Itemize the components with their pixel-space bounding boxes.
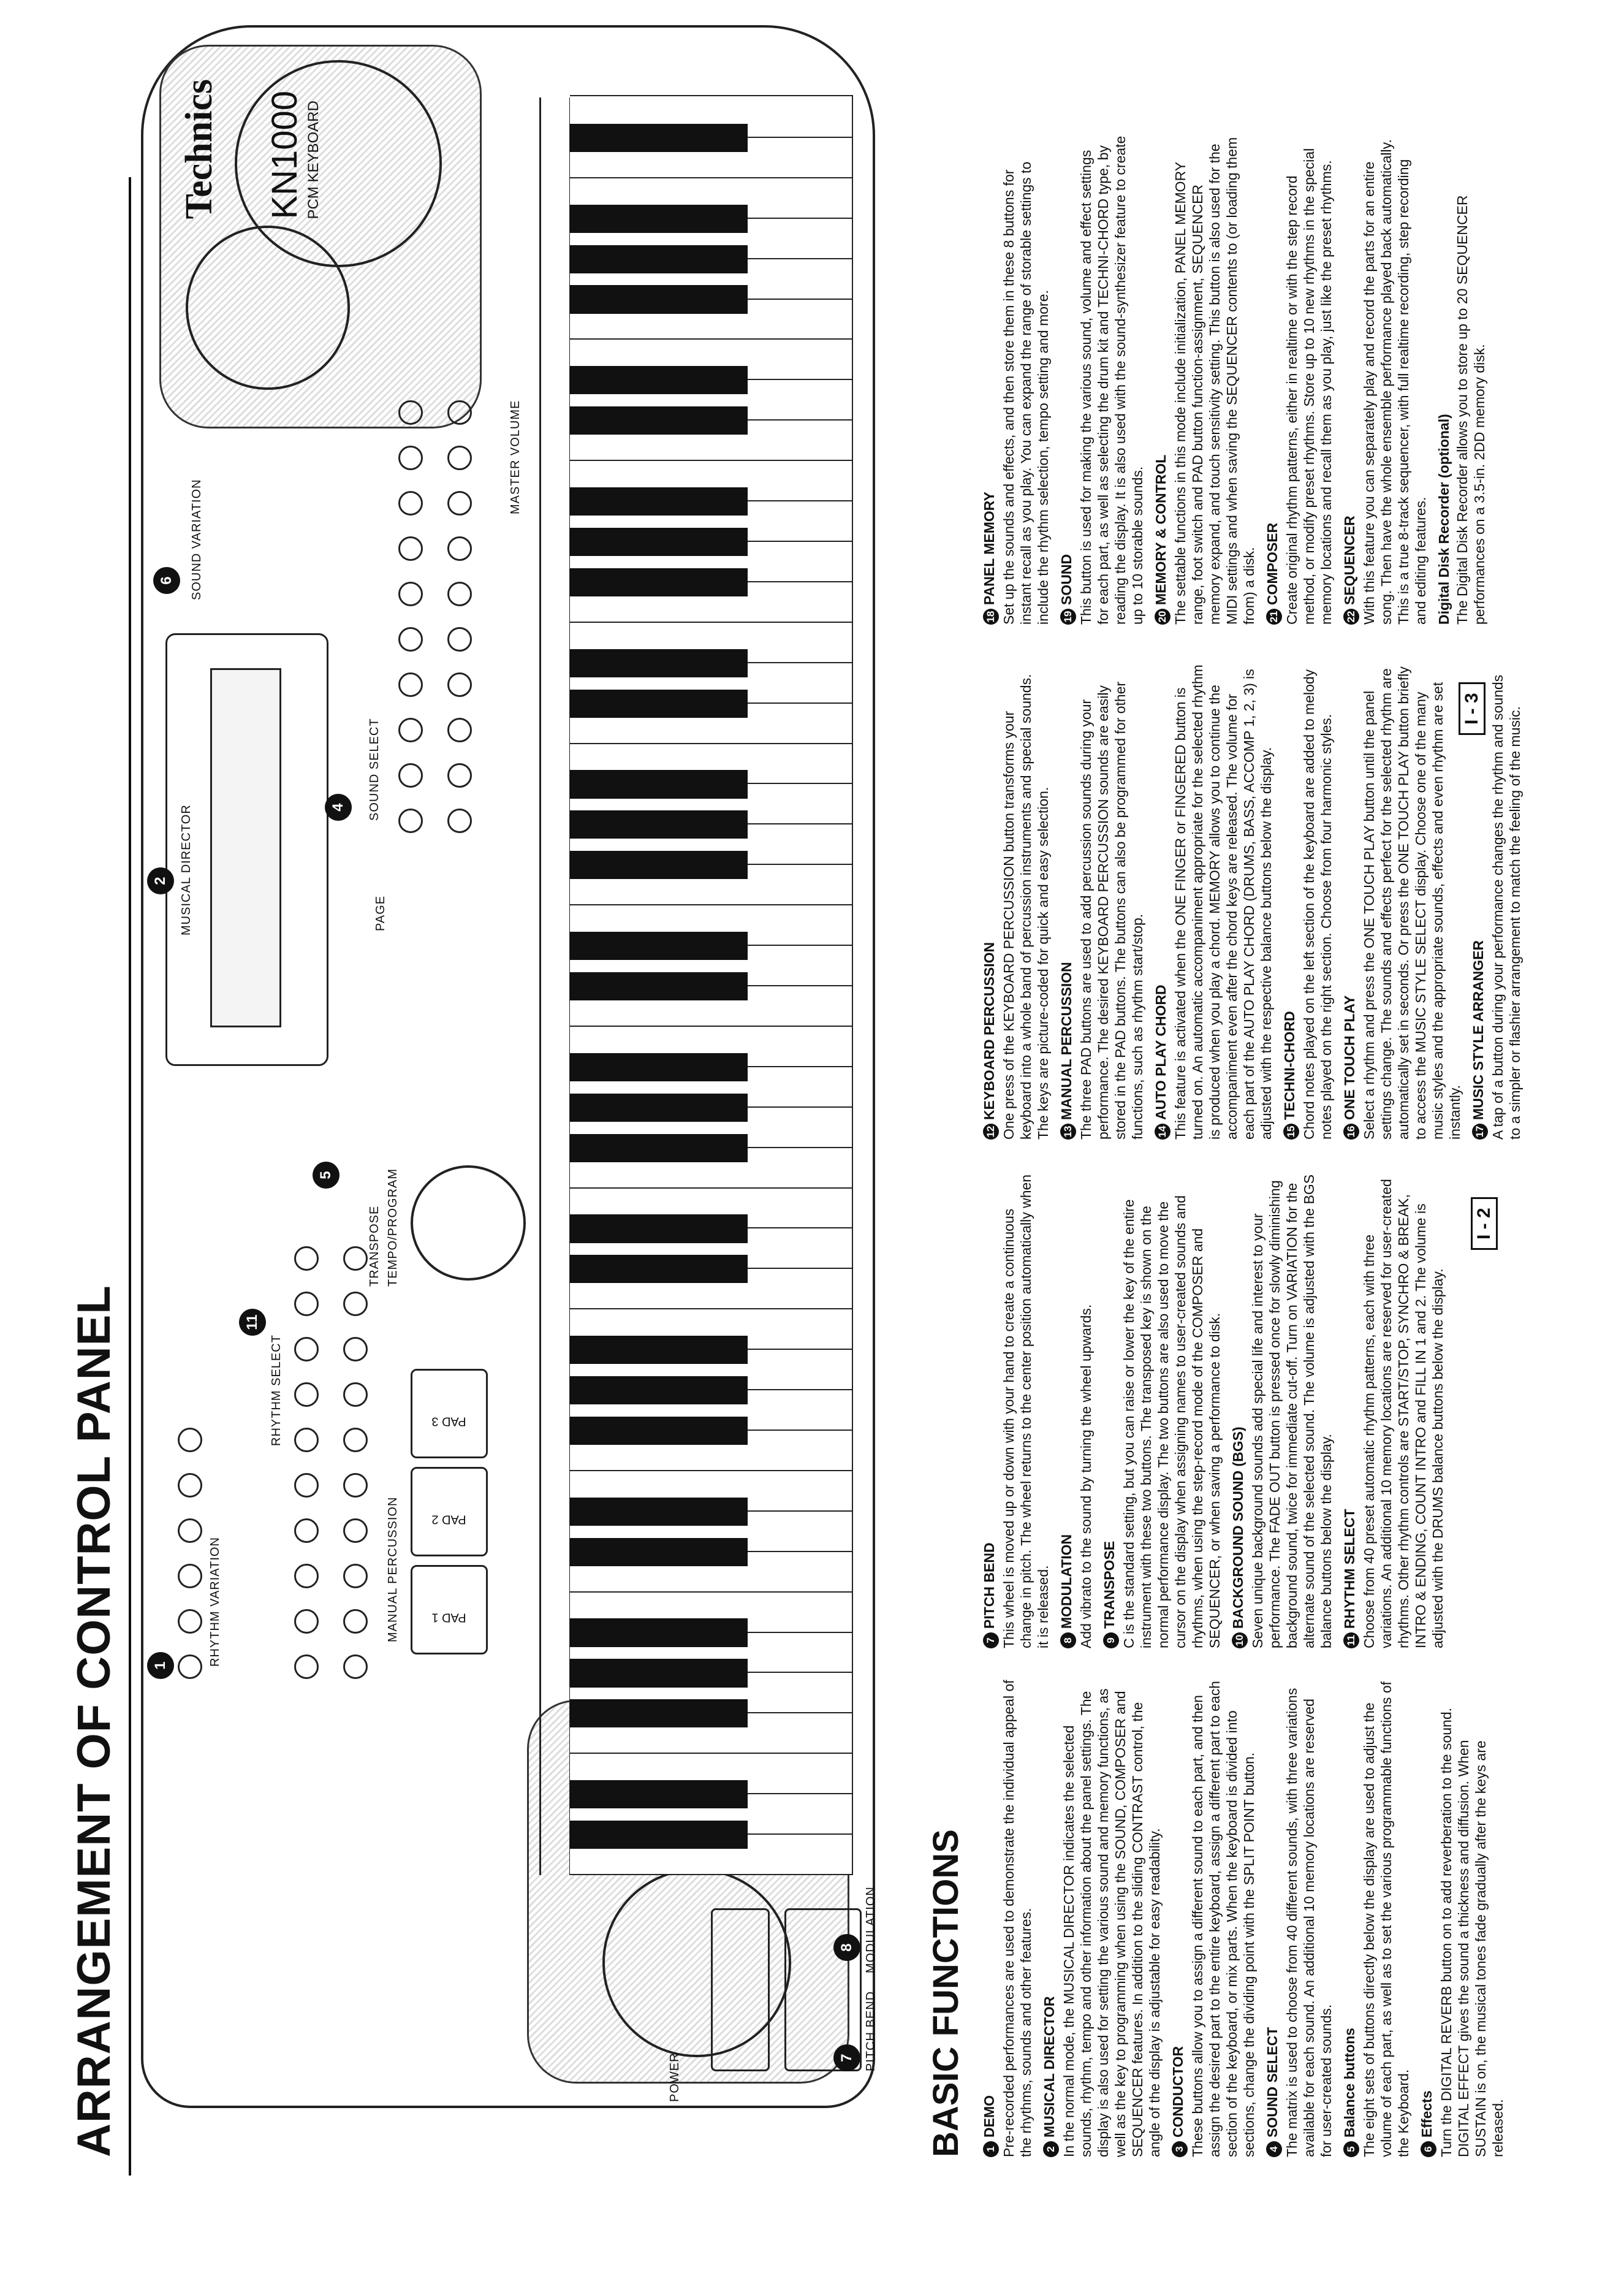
black-key[interactable]	[570, 1214, 748, 1243]
function-item-title: 13MANUAL PERCUSSION	[1058, 661, 1076, 1140]
function-item	[1281, 661, 1335, 1140]
black-key[interactable]	[570, 1376, 748, 1404]
black-key[interactable]	[570, 286, 748, 314]
function-item-text: Choose from 40 preset automatic rhythm patterns, each with three variations. An additional 10 memory locations are reserved for user-created rhythms. Other rhythm controls are START/STOP, SYNCHRO & BREAK, INTRO & ENDING, COUNT INTRO and FILL IN 1 and 2. The volume is adjusted with the DRUMS balance buttons below the display.	[1361, 1179, 1446, 1648]
function-number: 18	[983, 609, 999, 625]
button[interactable]	[447, 672, 472, 697]
tempo-program-knob[interactable]	[411, 1165, 526, 1281]
button[interactable]	[447, 536, 472, 561]
callout-1: 1	[147, 1652, 174, 1679]
button[interactable]	[398, 491, 423, 516]
black-key[interactable]	[570, 770, 748, 798]
function-item-title: 16ONE TOUCH PLAY	[1341, 661, 1359, 1140]
black-key[interactable]	[570, 649, 748, 677]
button[interactable]	[447, 809, 472, 833]
modulation-wheel[interactable]	[711, 1908, 770, 2071]
modulation-label: MODULATION	[864, 1886, 878, 1973]
function-item-text: One press of the KEYBOARD PERCUSSION button transforms your keyboard into a whole band of percussion instruments and special sounds. The keys are picture-coded for quick and easy selection.	[1001, 674, 1051, 1140]
black-key[interactable]	[570, 1053, 748, 1081]
function-number: 4	[1266, 2141, 1282, 2157]
function-item	[1101, 1170, 1223, 1648]
function-item-title: 22SEQUENCER	[1341, 134, 1359, 625]
text-column-1	[981, 1679, 1512, 2157]
function-number: 14	[1155, 1124, 1171, 1140]
function-item-title: 14AUTO PLAY CHORD	[1152, 661, 1171, 1140]
function-item	[1341, 661, 1463, 1140]
button[interactable]	[294, 1609, 319, 1634]
button[interactable]	[343, 1609, 368, 1634]
function-number: 13	[1060, 1124, 1076, 1140]
button[interactable]	[447, 718, 472, 742]
button[interactable]	[343, 1518, 368, 1543]
button[interactable]	[398, 718, 423, 742]
black-key[interactable]	[570, 1134, 748, 1162]
function-item-text: Create original rhythm patterns, either in realtime or with the step record method, or modify preset rhythms. Store up to 10 new rhythms in the special memory locations and recall them as you play, just like the preset rhythms.	[1284, 148, 1334, 625]
black-key[interactable]	[570, 1780, 748, 1808]
function-number: 15	[1283, 1124, 1299, 1140]
black-key[interactable]	[570, 1699, 748, 1727]
function-number: 9	[1103, 1632, 1119, 1648]
function-item-title: 9TRANSPOSE	[1101, 1170, 1119, 1648]
text-column-3	[981, 661, 1530, 1140]
black-key[interactable]	[570, 568, 748, 596]
function-item-text: A tap of a button during your performance changes the rhythm and sounds to a simpler or flashier arrangement to match the feeling of the music.	[1490, 674, 1523, 1140]
black-key[interactable]	[570, 810, 748, 839]
function-item-text: Chord notes played on the left section of the keyboard are added to melody notes played on the right section. Choose from four harmonic styles.	[1301, 669, 1334, 1140]
black-key[interactable]	[570, 366, 748, 394]
black-key[interactable]	[570, 1336, 748, 1364]
button[interactable]	[447, 582, 472, 606]
button[interactable]	[294, 1564, 319, 1588]
black-key[interactable]	[570, 487, 748, 516]
function-item-title: 20MEMORY & CONTROL	[1152, 134, 1171, 625]
black-key[interactable]	[570, 205, 748, 233]
keyboard-diagram	[141, 6, 889, 2108]
function-number: 19	[1060, 609, 1076, 625]
function-item	[1169, 1679, 1258, 2157]
function-item	[981, 134, 1052, 625]
function-item	[1229, 1170, 1335, 1648]
button[interactable]	[398, 627, 423, 652]
function-number: 22	[1343, 609, 1359, 625]
basic-functions-title: BASIC FUNCTIONS	[926, 1829, 966, 2157]
button[interactable]	[343, 1428, 368, 1452]
function-item-title: 11RHYTHM SELECT	[1341, 1170, 1359, 1648]
function-item	[981, 1679, 1034, 2157]
function-number: 7	[983, 1632, 999, 1648]
function-number: 17	[1472, 1124, 1488, 1140]
rhythm-select-buttons-row2	[343, 1246, 368, 1679]
black-key[interactable]	[570, 932, 748, 960]
function-item-title: 6Effects	[1418, 1679, 1436, 2157]
function-item	[1058, 134, 1146, 625]
function-item-title: 5Balance buttons	[1341, 1679, 1359, 2157]
function-item	[1041, 1679, 1163, 2157]
button[interactable]	[294, 1337, 319, 1361]
button[interactable]	[447, 491, 472, 516]
button[interactable]	[343, 1654, 368, 1679]
black-key[interactable]	[570, 406, 748, 435]
function-item-text: Add vibrato to the sound by turning the wheel upwards.	[1078, 1304, 1094, 1648]
function-item-title: 17MUSIC STYLE ARRANGER	[1470, 661, 1488, 1140]
text-column-4	[981, 134, 1494, 625]
function-item	[981, 661, 1052, 1140]
page-number-left: I - 2	[1471, 1197, 1498, 1250]
function-item-text: This wheel is moved up or down with your hand to create a continuous change in pitch. The wheel returns to the center position automatically when it is released.	[1001, 1174, 1051, 1648]
callout-4: 4	[325, 794, 352, 821]
function-item-title: 21COMPOSER	[1264, 134, 1282, 625]
function-item-title: 4SOUND SELECT	[1264, 1679, 1282, 2157]
button[interactable]	[343, 1564, 368, 1588]
function-item-text: C is the standard setting, but you can raise or lower the key of the entire instrument with these two buttons. The transposed key is shown on the normal performance display. The two buttons are also used to move the cursor on the display when assigning names to user-created sounds and rhythms, when using the step-record mode of the COMPOSER and SEQUENCER, or when saving a performance to disk.	[1121, 1195, 1223, 1648]
function-item	[1264, 134, 1335, 625]
button[interactable]	[398, 536, 423, 561]
function-item-title: 2MUSICAL DIRECTOR	[1041, 1679, 1059, 2157]
black-key[interactable]	[570, 972, 748, 1000]
function-item	[1418, 1679, 1506, 2157]
button[interactable]	[398, 672, 423, 697]
function-item-title: 10BACKGROUND SOUND (BGS)	[1229, 1170, 1248, 1648]
callout-7: 7	[833, 2044, 860, 2071]
button[interactable]	[343, 1246, 368, 1271]
callout-6: 6	[153, 567, 180, 594]
pad-3[interactable]: PAD 3	[411, 1369, 488, 1458]
function-item-text: The Digital Disk Recorder allows you to store up to 20 SEQUENCER performances on a 3.5-in. 2DD memory disk.	[1454, 195, 1487, 625]
function-item-title: 19SOUND	[1058, 134, 1076, 625]
function-item-title: 1DEMO	[981, 1679, 999, 2157]
black-key[interactable]	[570, 1619, 748, 1647]
power-label: POWER	[668, 2052, 681, 2102]
button[interactable]	[294, 1654, 319, 1679]
sound-select-label: SOUND SELECT	[368, 718, 381, 821]
function-number: 1	[983, 2141, 999, 2157]
function-item-text: The three PAD buttons are used to add percussion sounds during your performance. The desired KEYBOARD PERCUSSION sounds are easily stored in the PAD buttons. The buttons can also be programmed for other functions, such as rhythm start/stop.	[1078, 681, 1145, 1140]
keyboard-percussion-strip	[539, 97, 571, 1875]
button[interactable]	[343, 1382, 368, 1407]
function-item	[1341, 1679, 1412, 2157]
function-item	[981, 1170, 1052, 1648]
function-number: 16	[1343, 1124, 1359, 1140]
brand-model: KN1000	[265, 90, 305, 219]
function-item-text: The matrix is used to choose from 40 different sounds, with three variations available for each sound. An additional 10 memory locations are reserved for user-created sounds.	[1284, 1688, 1334, 2157]
function-item-title: 8MODULATION	[1058, 1170, 1076, 1648]
page-heading: ARRANGEMENT OF CONTROL PANEL	[68, 1285, 120, 2157]
brand-name: Technics	[178, 79, 220, 219]
button[interactable]	[447, 763, 472, 788]
function-item-text: The eight sets of buttons directly below the display are used to adjust the volume of each part, as well as to set the various programmable functions of the Keyboard.	[1361, 1681, 1411, 2157]
button[interactable]	[178, 1473, 202, 1498]
button[interactable]	[178, 1654, 202, 1679]
button[interactable]	[398, 582, 423, 606]
function-number: 8	[1060, 1632, 1076, 1648]
function-number: 21	[1266, 609, 1282, 625]
function-item	[1058, 1170, 1095, 1648]
button[interactable]	[343, 1337, 368, 1361]
black-key[interactable]	[570, 851, 748, 879]
tempo-program-label: TEMPO/PROGRAM	[386, 1168, 400, 1287]
function-number: 20	[1155, 609, 1171, 625]
function-item-text: These buttons allow you to assign a different sound to each part, and then assign the desired part to the entire keyboard, assign a different part to each section of the keyboard, or mix parts. When the keyboard is divided into sections, change the dividing point with the SPLIT POINT button.	[1190, 1681, 1257, 2157]
callout-5: 5	[313, 1162, 340, 1189]
function-item-text: In the normal mode, the MUSICAL DIRECTOR indicates the selected sounds, rhythm, tempo and other information about the panel settings. The display is also used for setting the various sound and memory functions, as well as the key to programming when using the SOUND, COMPOSER and SEQUENCER features. In addition to the sliding CONTRAST control, the angle of the display is adjustable for easy readability.	[1061, 1688, 1163, 2157]
lcd-screen	[210, 668, 281, 1027]
function-item	[1341, 1170, 1446, 1648]
manual-percussion-label: MANUAL PERCUSSION	[386, 1496, 400, 1642]
button[interactable]	[343, 1473, 368, 1498]
function-item-text: The settable functions in this mode include initialization, PANEL MEMORY range, foot switch and PAD button function-assignment, SEQUENCER memory expand, and touch sensitivity setting. This button is also used for the MIDI settings and when saving the SEQUENCER contents to (or loading them from) a disk.	[1172, 137, 1257, 625]
callout-2: 2	[147, 867, 174, 894]
button[interactable]	[294, 1382, 319, 1407]
pitch-bend-label: PITCH BEND	[864, 1990, 878, 2071]
function-item	[1341, 134, 1429, 625]
function-item-text: Set up the sounds and effects, and then store them in these 8 buttons for instant recall as you play. You can expand the range of storable settings to include the rhythm selection, tempo setting and more.	[1001, 161, 1051, 625]
button[interactable]	[294, 1518, 319, 1543]
button[interactable]	[294, 1292, 319, 1316]
function-item	[1152, 661, 1275, 1140]
callout-11: 11	[239, 1309, 266, 1336]
black-key[interactable]	[570, 124, 748, 152]
function-number: 12	[983, 1124, 999, 1140]
callout-8: 8	[833, 1934, 860, 1961]
function-item-text: Turn the DIGITAL REVERB button on to add reverberation to the sound. DIGITAL EFFECT gives the sound a thickness and diffusion. When SUSTAIN is on, the musical tones fade gradually after the keys are released.	[1438, 1707, 1506, 2157]
black-key[interactable]	[570, 528, 748, 556]
function-number: 2	[1043, 2141, 1059, 2157]
rhythm-select-label: RHYTHM SELECT	[270, 1334, 283, 1446]
brand-subtitle: PCM KEYBOARD	[305, 101, 322, 219]
black-key[interactable]	[570, 245, 748, 273]
function-item	[1152, 134, 1258, 625]
function-item-title: 18PANEL MEMORY	[981, 134, 999, 625]
button[interactable]	[178, 1518, 202, 1543]
function-number: 6	[1421, 2141, 1436, 2157]
function-item	[1435, 134, 1488, 625]
sound-variation-label: SOUND VARIATION	[190, 479, 203, 600]
text-column-2	[981, 1170, 1452, 1648]
button[interactable]	[447, 627, 472, 652]
button[interactable]	[294, 1428, 319, 1452]
piano-keys[interactable]	[570, 97, 858, 1875]
black-key[interactable]	[570, 1094, 748, 1122]
function-item-title: 3CONDUCTOR	[1169, 1679, 1188, 2157]
button[interactable]	[343, 1292, 368, 1316]
black-key[interactable]	[570, 1255, 748, 1283]
musical-director-label: MUSICAL DIRECTOR	[180, 804, 193, 935]
function-number: 3	[1172, 2141, 1188, 2157]
button[interactable]	[178, 1428, 202, 1452]
button[interactable]	[447, 400, 472, 425]
function-item-title: 12KEYBOARD PERCUSSION	[981, 661, 999, 1140]
function-item-text: Select a rhythm and press the ONE TOUCH PLAY button until the panel settings change. The sounds and effects perfect for the selected rhythm are automatically set in seconds. Or press the ONE TOUCH PLAY button briefly to access the MUSIC STYLE SELECT display. Choose one of the many music styles and the appropriate sounds, effects and even rhythm are set instantly.	[1361, 666, 1463, 1140]
function-item-title: Digital Disk Recorder (optional)	[1436, 414, 1452, 625]
black-key[interactable]	[570, 1659, 748, 1687]
black-key[interactable]	[570, 690, 748, 718]
function-number: 5	[1343, 2141, 1359, 2157]
black-key[interactable]	[570, 1498, 748, 1526]
transpose-label: TRANSPOSE	[368, 1205, 381, 1287]
function-item	[1058, 661, 1146, 1140]
heading-rule	[129, 177, 131, 2176]
rhythm-variation-label: RHYTHM VARIATION	[208, 1537, 222, 1667]
rhythm-select-buttons	[294, 1246, 319, 1679]
function-item-text: With this feature you can separately play and record the parts for an entire song. Then have the whole ensemble performance played back automatically. This is a true 8-track sequencer, with full realtime recording, step recording and editing features.	[1361, 139, 1429, 625]
function-item-text: Seven unique background sounds add special life and interest to your performance. The FADE OUT button is pressed once for slowly diminishing background sound, twice for immediate cut-off. Turn on VARIATION for the alternate sound of the selected sound. The volume is adjusted with the BGS balance buttons below the display.	[1250, 1174, 1334, 1648]
pad-1[interactable]: PAD 1	[411, 1565, 488, 1654]
function-item-text: This button is used for making the various sound, volume and effect settings for each part, as well as selecting the drum kit and TECHNI-CHORD type, by reading the display. It is also used with the sound-synthesizer feature to create up to 10 storable sounds.	[1078, 135, 1145, 625]
page-number-right: I - 3	[1459, 682, 1486, 735]
function-item	[1264, 1679, 1335, 2157]
button[interactable]	[398, 763, 423, 788]
master-volume-label: MASTER VOLUME	[509, 400, 522, 514]
black-key[interactable]	[570, 1821, 748, 1849]
button[interactable]	[398, 809, 423, 833]
button[interactable]	[178, 1609, 202, 1634]
button[interactable]	[447, 446, 472, 470]
button[interactable]	[294, 1246, 319, 1271]
page-label: PAGE	[374, 895, 387, 931]
function-item-text: This feature is activated when the ONE FINGER or FINGERED button is turned on. An automatic accompaniment appropriate for the selected rhythm is produced when you play a chord. MEMORY allows you to continue the accompaniment even after the chord keys are released. The volume for each part of the AUTO PLAY CHORD (DRUMS, BASS, ACCOMP 1, 2, 3) is adjusted with the respective balance buttons below the display.	[1172, 664, 1274, 1140]
sound-select-buttons	[398, 400, 423, 833]
brand-block	[178, 79, 322, 219]
black-key[interactable]	[570, 1538, 748, 1566]
black-key[interactable]	[570, 1417, 748, 1445]
function-item-title: 7PITCH BEND	[981, 1170, 999, 1648]
function-item-title: 15TECHNI-CHORD	[1281, 661, 1299, 1140]
function-number: 11	[1343, 1632, 1359, 1648]
button[interactable]	[398, 446, 423, 470]
function-number: 10	[1232, 1632, 1248, 1648]
button[interactable]	[398, 400, 423, 425]
function-item-text: Pre-recorded performances are used to demonstrate the individual appeal of the rhythms, sounds and other features.	[1001, 1680, 1034, 2157]
pad-2[interactable]: PAD 2	[411, 1467, 488, 1556]
button[interactable]	[178, 1564, 202, 1588]
musical-director-display	[165, 633, 328, 1066]
button[interactable]	[294, 1473, 319, 1498]
rhythm-variation-buttons	[178, 1428, 202, 1679]
sound-select-buttons-row2	[447, 400, 472, 833]
